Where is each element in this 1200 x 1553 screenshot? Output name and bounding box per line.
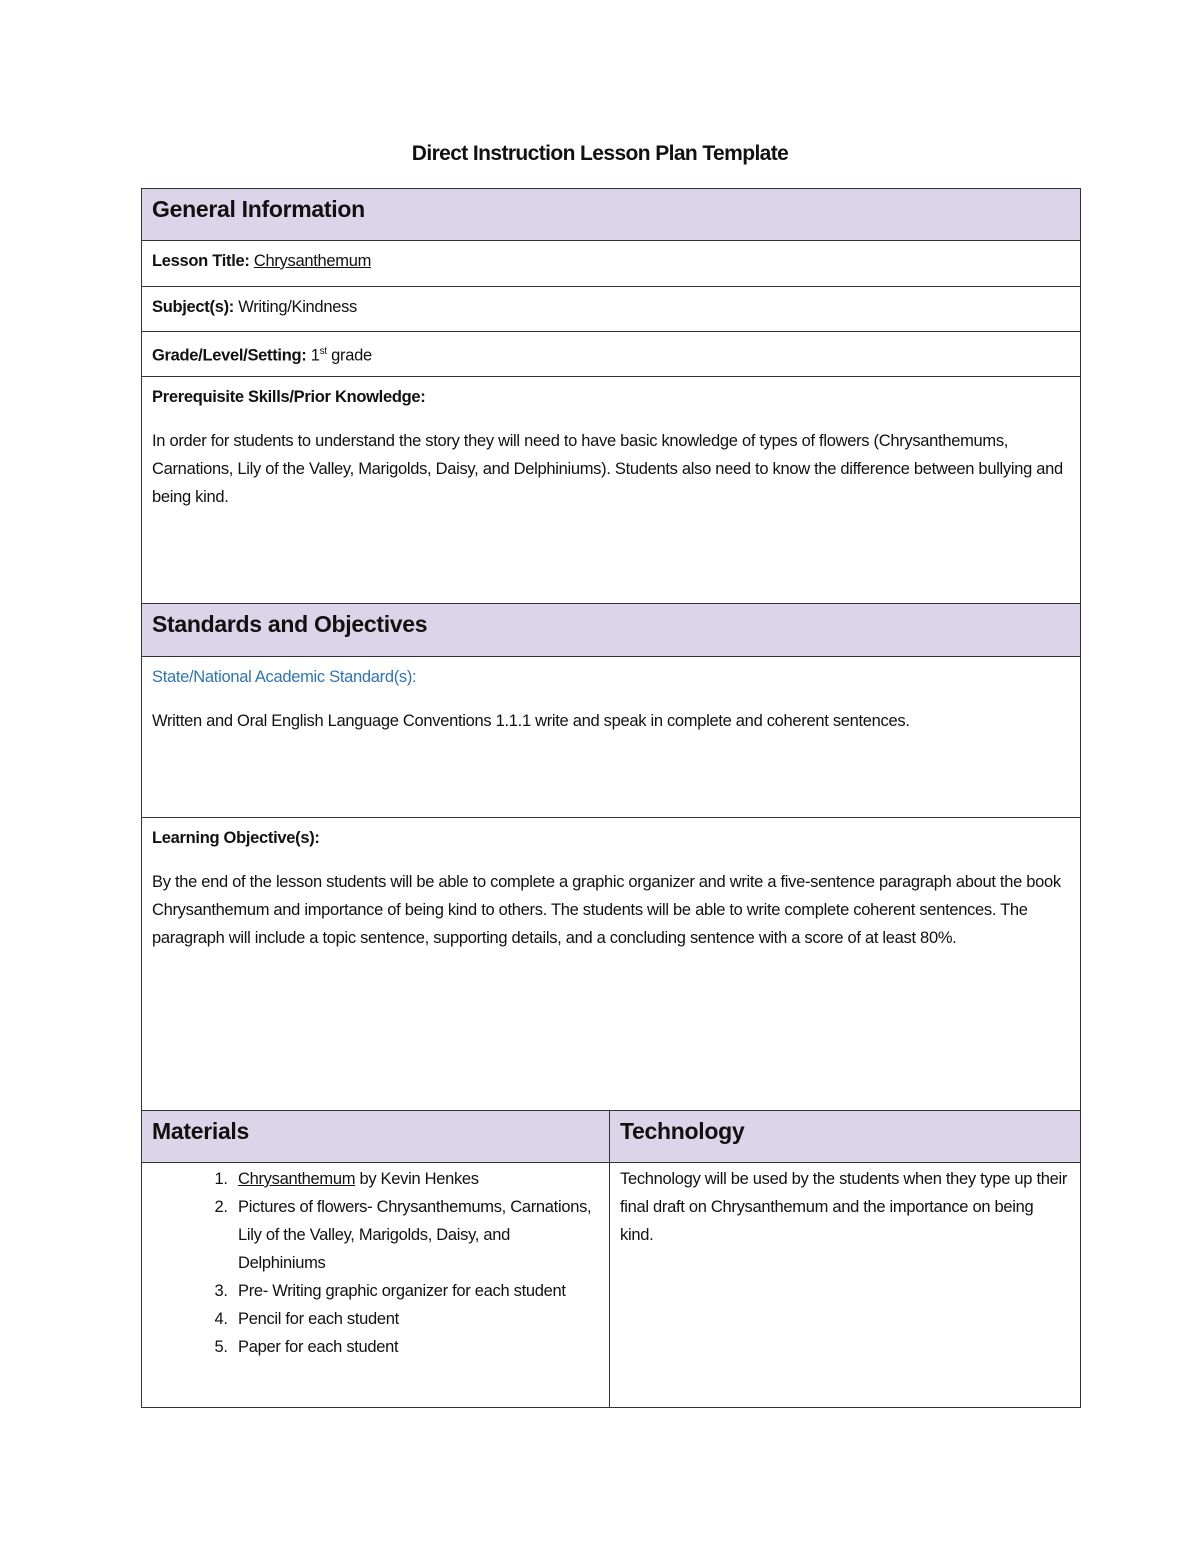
grade-number: 1 <box>310 346 320 365</box>
grade-row <box>142 332 1080 377</box>
standard-row <box>142 657 1080 818</box>
section-header-standards: Standards and Objectives <box>142 604 1080 657</box>
grade-suffix: st <box>319 346 327 357</box>
materials-cell <box>142 1163 610 1407</box>
standard-text: Written and Oral English Language Conventions 1.1.1 write and speak in complete and coherent sentences. <box>152 712 910 730</box>
technology-text: Technology will be used by the students when they type up their final draft on Chrysanthemum and the importance on being kind. <box>620 1170 1068 1244</box>
prereq-text: In order for students to understand the story they will need to have basic knowledge of types of flowers (Chrysanthemums, Carnations, Lily of the Valley, Marigolds, Daisy, and Delphiniums). Students also need to know the difference between bullying and being kind. <box>152 432 1063 506</box>
materials-item: 5. Paper for each student <box>232 1333 599 1361</box>
technology-cell <box>610 1163 1080 1407</box>
section-header-general: General Information <box>142 189 1080 241</box>
lesson-plan-table <box>141 188 1081 1408</box>
prereq-row <box>142 377 1080 604</box>
book-title: Chrysanthemum <box>238 1170 356 1188</box>
prereq-label: Prerequisite Skills/Prior Knowledge: <box>152 388 426 406</box>
lesson-title-label: Lesson Title: <box>152 252 250 270</box>
subjects-label: Subject(s): <box>152 298 234 316</box>
objective-label: Learning Objective(s): <box>152 829 320 847</box>
section-header-materials: Materials <box>142 1111 610 1162</box>
materials-technology-body-row <box>142 1163 1080 1407</box>
objective-text: By the end of the lesson students will be able to complete a graphic organizer and write a five-sentence paragraph about the book Chrysanthemum and importance of being kind to others. The students will be able to write complete coherent sentences. The paragraph will include a topic sentence, supporting details, and a concluding sentence with a score of at least 80%. <box>152 873 1061 947</box>
book-author: by Kevin Henkes <box>355 1170 479 1188</box>
document-title: Direct Instruction Lesson Plan Template <box>411 142 789 165</box>
section-header-technology: Technology <box>610 1111 1080 1162</box>
materials-technology-header-row <box>142 1111 1080 1163</box>
materials-item: 3. Pre- Writing graphic organizer for each student <box>232 1277 599 1305</box>
subjects-value: Writing/Kindness <box>238 298 357 316</box>
materials-item: 2. Pictures of flowers- Chrysanthemums, Carnations, Lily of the Valley, Marigolds, Daisy, and Delphiniums <box>232 1193 599 1277</box>
subjects-row <box>142 287 1080 332</box>
materials-item <box>232 1165 599 1193</box>
lesson-title-value: Chrysanthemum <box>253 252 372 270</box>
objective-row <box>142 818 1080 1111</box>
grade-rest: grade <box>331 346 372 365</box>
standard-label: State/National Academic Standard(s): <box>152 668 417 686</box>
grade-label: Grade/Level/Setting: <box>152 346 307 365</box>
materials-list <box>152 1165 599 1361</box>
materials-item: 4. Pencil for each student <box>232 1305 599 1333</box>
lesson-title-row <box>142 241 1080 287</box>
